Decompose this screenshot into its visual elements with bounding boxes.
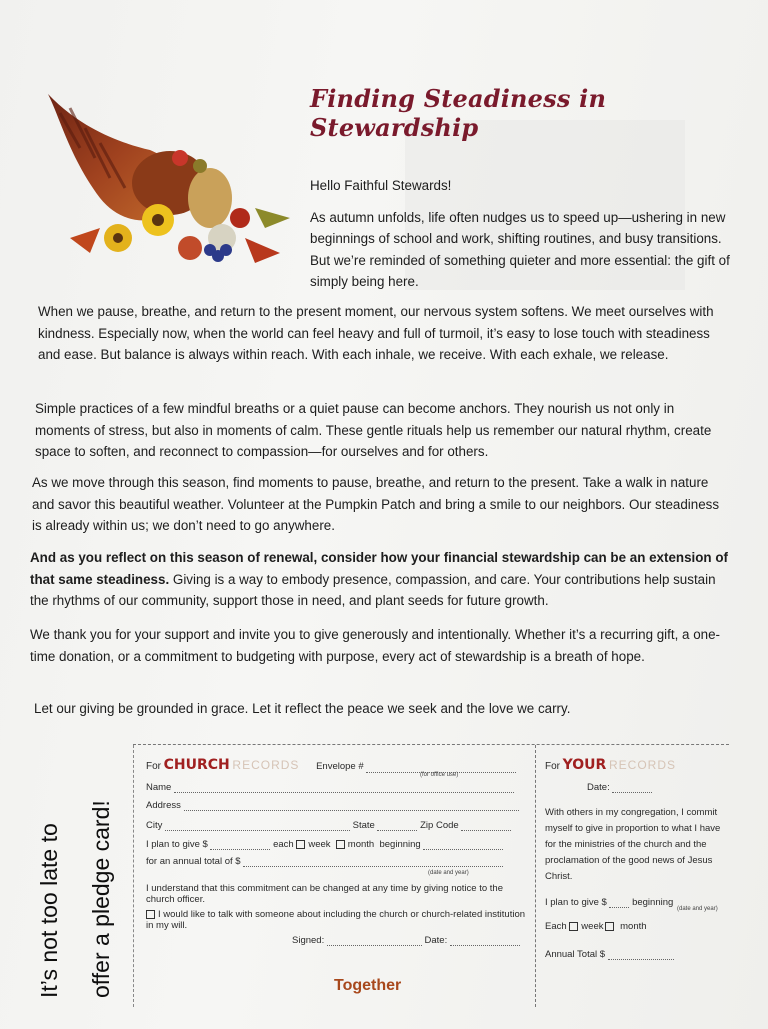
paragraph-3-text: As we move through this season, find moments to pause, breathe, and return to the present. Take a walk in nature and savor this beautiful weather. Volunteer at the Pumpkin Patch and bring a smile to our neighbors. Our steadiness is already within us; we don’t need to go anywhere. [32,475,720,533]
paragraph-3 [32,472,732,537]
beginning-field[interactable] [423,841,503,850]
your-records-heading: RECORDS [608,758,676,772]
your-week-checkbox[interactable] [569,922,578,931]
cornucopia-illustration [40,88,298,278]
your-for-label: For [545,761,560,772]
talk-text: I would like to talk with someone about including the church or church-related institution in my will. [146,909,526,931]
card-divider [535,745,536,1007]
paragraph-1 [38,301,728,366]
pledge-reminder [28,740,128,1010]
pledge-card [133,744,729,1007]
church-records-heading: RECORDS [232,758,300,772]
state-label: State [352,820,375,831]
annual-label: for an annual total of $ [146,856,241,867]
paragraph-2-text: Simple practices of a few mindful breaths or a quiet pause can become anchors. They nourish us not only in moments of stress, but also in moments of calm. These gentle rituals help us remember our natural rhythm, create space to soften, and reconnect to compassion—for ourselves and for others. [35,401,712,459]
pledge-reminder-line-2: offer a pledge card! [88,800,114,998]
intro-block [310,175,730,303]
signature-field[interactable] [327,937,422,946]
your-annual-field[interactable] [608,951,674,960]
paragraph-4-text [30,547,732,612]
paragraph-5-text: We thank you for your support and invite you to give generously and intentionally. Whether it’s a recurring gift, a one-time donation, or a commitment to budgeting with purpose, every act of stewardship is a breath of hope. [30,627,721,664]
address-label: Address [146,800,181,811]
greeting: Hello Faithful Stewards! [310,178,452,193]
your-month-label: month [620,921,647,932]
date-label: Date: [424,935,448,946]
church-for-label: For [146,761,161,772]
month-label: month [347,839,375,850]
your-each-label: Each [545,921,567,932]
your-month-checkbox[interactable] [605,922,614,931]
your-beginning-label: beginning [632,897,674,908]
plan-amount-field[interactable] [210,841,270,850]
paragraph-6-text: Let our giving be grounded in grace. Let it reflect the peace we seek and the love we carry. [34,701,571,716]
city-field[interactable] [165,822,350,831]
week-checkbox[interactable] [296,840,305,849]
pledge-reminder-line-1: It’s not too late to [36,823,62,998]
city-label: City [146,820,163,831]
your-annual-label: Annual Total $ [545,949,606,960]
state-field[interactable] [377,822,417,831]
plan-label: I plan to give $ [146,839,208,850]
name-label: Name [146,782,172,793]
your-date-label: Date: [587,782,610,793]
paragraph-4-rest: Giving is a way to embody presence, compassion, and care. Your contributions help sustain the rhythms of our community, support those in need, and plant seeds for future growth. [30,571,716,608]
zip-field[interactable] [461,822,511,831]
week-label: week [308,839,331,850]
paragraph-6 [34,698,734,720]
church-records-section [133,745,534,1007]
paragraph-2 [35,398,730,463]
church-heading: CHURCH [163,757,230,773]
month-checkbox[interactable] [336,840,345,849]
commitment-text: With others in my congregation, I commit myself to give in proportion to what I have for the ministries of the church and the proclamation of the good news of Jesus Christ. [545,807,721,882]
signed-label: Signed: [292,935,325,946]
paragraph-5 [30,624,735,667]
your-week-label: week [581,921,604,932]
name-field[interactable] [174,784,514,793]
your-plan-field[interactable] [609,899,629,908]
date-field[interactable] [450,937,520,946]
beginning-label: beginning [379,839,421,850]
each-label: each [273,839,294,850]
envelope-label: Envelope # [316,761,364,772]
your-date-field[interactable] [612,784,652,793]
talk-checkbox[interactable] [146,910,155,919]
zip-label: Zip Code [420,820,459,831]
your-date-year-note: (date and year) [677,906,718,912]
together-logo: Together [334,977,402,994]
intro-paragraph: As autumn unfolds, life often nudges us to speed up—ushering in new beginnings of school and work, shifting routines, and busy transitions. But we’re reminded of something quieter and more essential: the gift of simply being here. [310,209,730,289]
annual-field[interactable] [243,858,503,867]
your-plan-label: I plan to give $ [545,897,607,908]
understand-text: I understand that this commitment can be changed at any time by giving notice to the church officer. [146,883,503,905]
paragraph-4 [30,547,732,612]
office-use-note: (for office use) [420,772,459,778]
faded-logo-smudge [174,955,324,989]
your-heading: YOUR [562,757,607,773]
your-records-section [543,745,729,1007]
address-field[interactable] [184,802,519,811]
paragraph-1-text: When we pause, breathe, and return to the present moment, our nervous system softens. We meet ourselves with kindness. Especially now, when the world can feel heavy and full of turmoil, it’s easy to lose touch with steadiness and ease. But balance is always within reach. With each inhale, we receive. With each exhale, we release. [38,304,714,362]
paragraph-4-bold: And as you reflect on this season of renewal, consider how your financial stewardship can be an extension of that same steadiness. [30,550,728,587]
date-year-note: (date and year) [428,870,469,876]
page-title: Finding Steadiness in Stewardship [310,84,607,142]
